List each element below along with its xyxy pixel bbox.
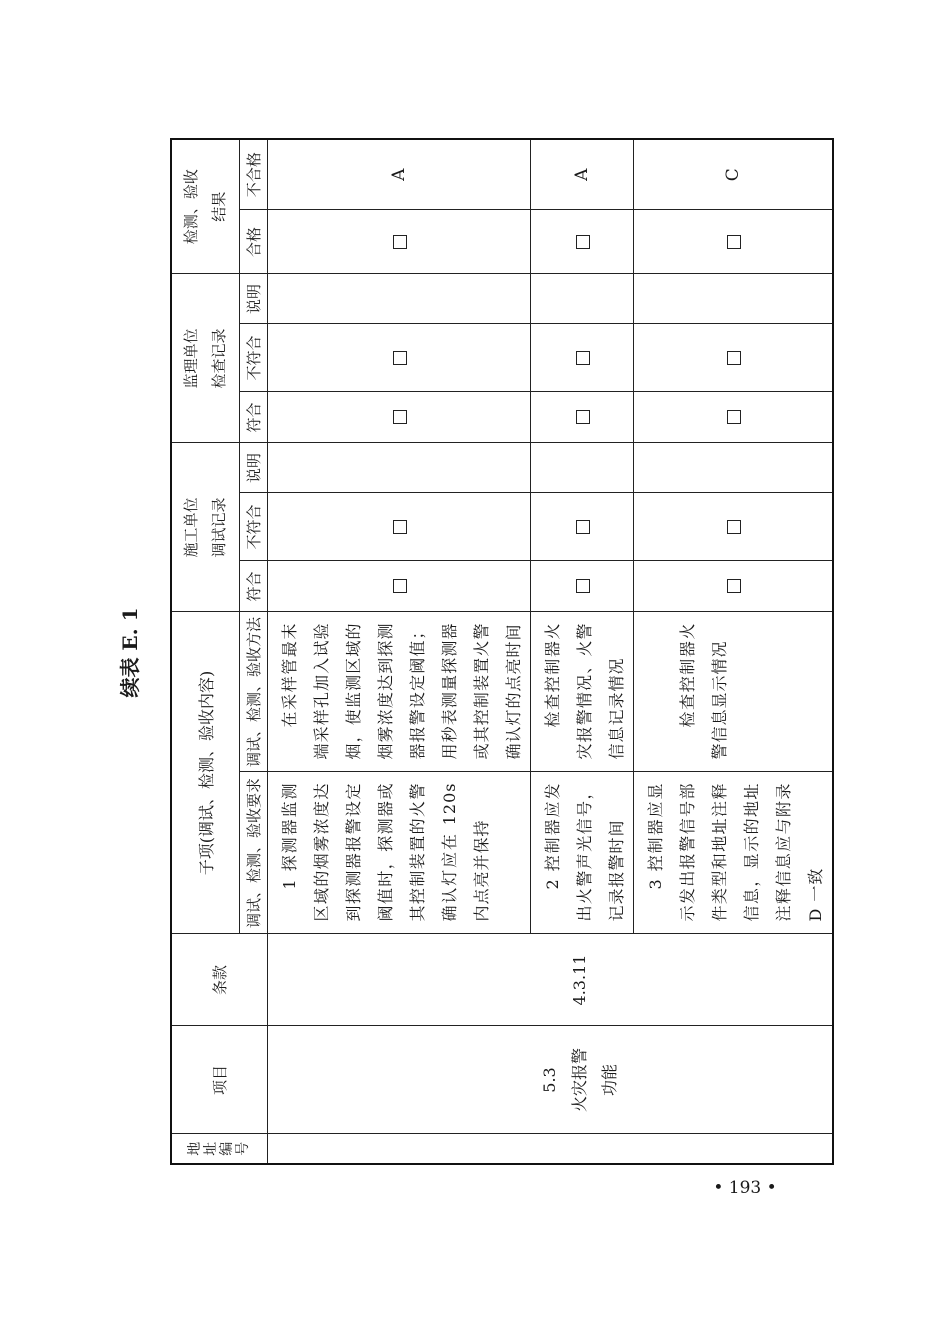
header-supervision: 监理单位 检查记录	[171, 274, 239, 443]
supervision-conform-cell	[633, 392, 833, 443]
result-grade-cell: C	[633, 139, 833, 210]
rotated-table-page	[118, 140, 825, 1165]
checkbox[interactable]	[727, 351, 741, 365]
checkbox[interactable]	[576, 580, 590, 594]
supervision-nonconform-cell	[267, 324, 530, 392]
checkbox[interactable]	[393, 520, 407, 534]
checkbox[interactable]	[393, 580, 407, 594]
page-number: • 193 •	[713, 1178, 777, 1198]
header-result: 检测、验收 结果	[171, 139, 239, 274]
header-clause: 条款	[171, 934, 267, 1026]
header-subitem: 子项(调试、检测、验收内容)	[171, 612, 239, 934]
header-construction-note: 说明	[239, 443, 267, 493]
supervision-conform-cell	[530, 392, 633, 443]
project-cell: 5.3 火灾报警 功能	[267, 1026, 833, 1134]
construction-conform-cell	[633, 561, 833, 612]
header-supervision-conform: 符合	[239, 392, 267, 443]
header-method: 调试、检测、验收方法	[239, 612, 267, 772]
construction-conform-cell	[267, 561, 530, 612]
result-grade-cell: A	[530, 139, 633, 210]
checkbox[interactable]	[393, 235, 407, 249]
supervision-note-cell	[267, 274, 530, 324]
header-construction: 施工单位 调试记录	[171, 443, 239, 612]
construction-note-cell	[633, 443, 833, 493]
supervision-nonconform-cell	[530, 324, 633, 392]
checkbox[interactable]	[727, 520, 741, 534]
construction-note-cell	[530, 443, 633, 493]
supervision-note-cell	[530, 274, 633, 324]
checkbox[interactable]	[576, 235, 590, 249]
result-pass-cell	[530, 210, 633, 274]
header-result-pass: 合格	[239, 210, 267, 274]
result-pass-cell	[633, 210, 833, 274]
construction-nonconform-cell	[267, 493, 530, 561]
checkbox[interactable]	[576, 351, 590, 365]
supervision-conform-cell	[267, 392, 530, 443]
checkbox[interactable]	[576, 520, 590, 534]
method-cell: 检查控制器火灾报警情况、火警信息记录情况	[530, 612, 633, 772]
checkbox[interactable]	[393, 410, 407, 424]
header-supervision-note: 说明	[239, 274, 267, 324]
addr-no-cell	[267, 1134, 833, 1164]
result-pass-cell	[267, 210, 530, 274]
clause-cell: 4.3.11	[267, 934, 833, 1026]
construction-nonconform-cell	[633, 493, 833, 561]
acceptance-table	[170, 138, 834, 1165]
header-project: 项目	[171, 1026, 267, 1134]
header-addr-no: 地址编号	[171, 1134, 267, 1164]
checkbox[interactable]	[393, 351, 407, 365]
construction-conform-cell	[530, 561, 633, 612]
header-requirement: 调试、检测、验收要求	[239, 772, 267, 934]
construction-nonconform-cell	[530, 493, 633, 561]
checkbox[interactable]	[727, 580, 741, 594]
checkbox[interactable]	[576, 410, 590, 424]
table-caption: 续表 E. 1	[118, 607, 142, 698]
checkbox[interactable]	[727, 235, 741, 249]
requirement-cell: 3 控制器应显示发出报警信号部件类型和地址注释信息，显示的地址注释信息应与附录 D 一致	[633, 772, 833, 934]
header-result-fail: 不合格	[239, 139, 267, 210]
requirement-cell: 2 控制器应发出火警声光信号，记录报警时间	[530, 772, 633, 934]
requirement-cell: 1 探测器监测区域的烟雾浓度达到探测器报警设定阈值时，探测器或其控制装置的火警确认灯应在 120s 内点亮并保持	[267, 772, 530, 934]
construction-note-cell	[267, 443, 530, 493]
header-supervision-nonconform: 不符合	[239, 324, 267, 392]
table-row	[267, 139, 530, 1164]
supervision-nonconform-cell	[633, 324, 833, 392]
method-cell: 检查控制器火警信息显示情况	[633, 612, 833, 772]
header-construction-nonconform: 不符合	[239, 493, 267, 561]
supervision-note-cell	[633, 274, 833, 324]
result-grade-cell: A	[267, 139, 530, 210]
method-cell: 在采样管最末端采样孔加入试验烟，使监测区域的烟雾浓度达到探测器报警设定阈值；用秒表测量探测器或其控制装置火警确认灯的点亮时间	[267, 612, 530, 772]
checkbox[interactable]	[727, 410, 741, 424]
header-construction-conform: 符合	[239, 561, 267, 612]
